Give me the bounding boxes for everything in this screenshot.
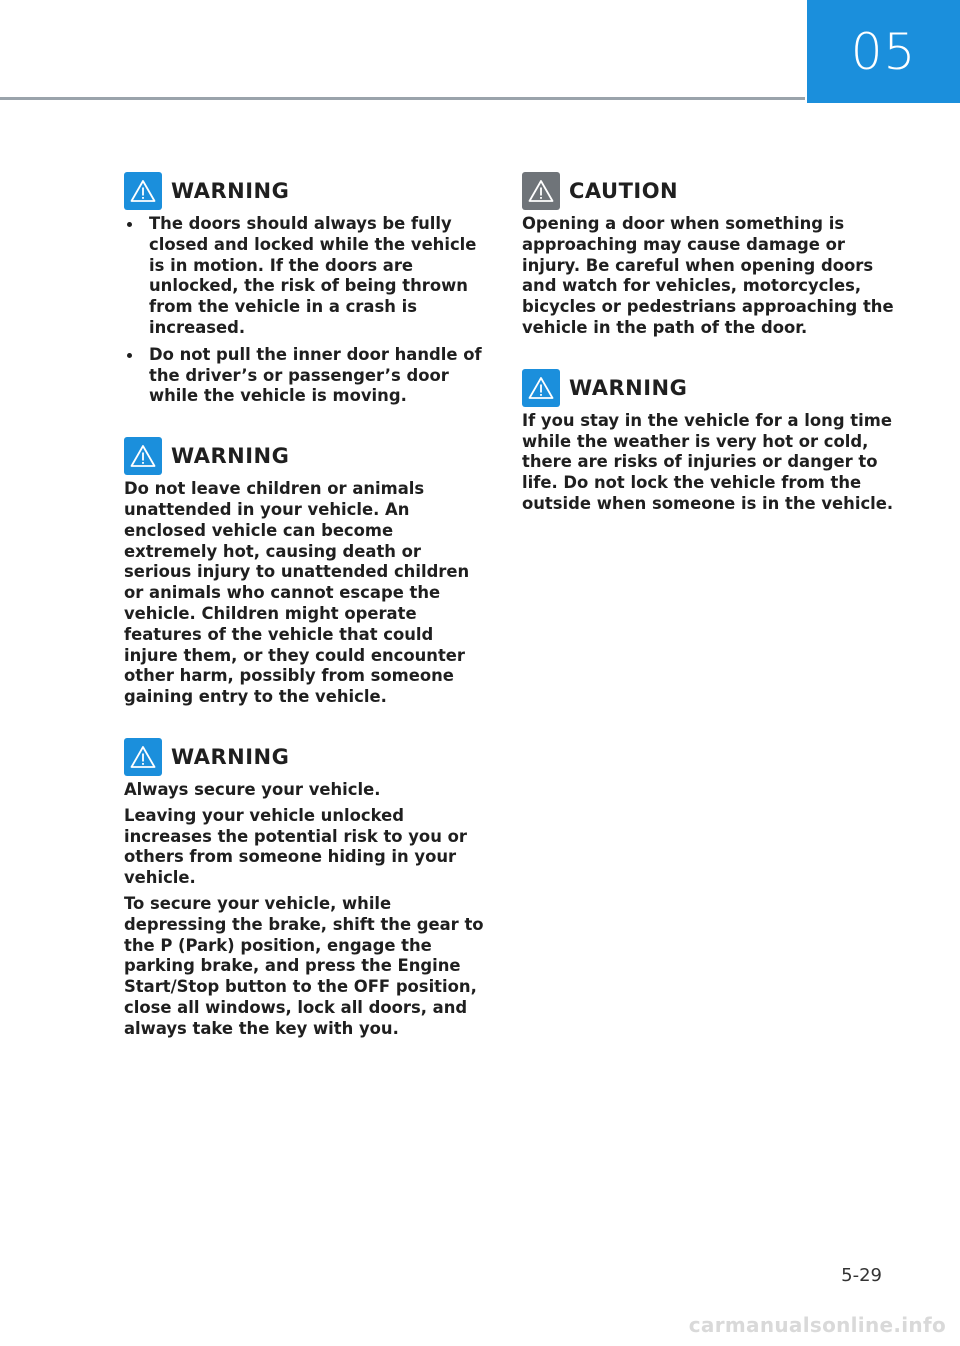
caution-opening-door — [522, 172, 894, 339]
notice-header — [124, 172, 492, 210]
notice-text: Do not leave children or animals unattended in your vehicle. An enclosed vehicle can become extremely hot, causing death or serious injury to unattended children or animals who cannot escape the vehicle. Children might operate features of the vehicle that could injure them, or they could encounter other harm, possibly from someone gaining entry to the vehicle. — [124, 479, 470, 707]
bullet-list — [124, 214, 492, 407]
notice-text: Always secure your vehicle. — [124, 779, 381, 799]
notice-title: CAUTION — [569, 179, 679, 203]
header-rule — [0, 97, 805, 100]
notice-header — [124, 437, 492, 475]
notice-title: WARNING — [171, 444, 290, 469]
chapter-tab[interactable]: 05 — [807, 0, 960, 103]
notice-text: Opening a door when something is approaching may cause damage or injury. Be careful when opening doors and watch for vehicles, motorcycles, bicycles or pedestrians approaching the vehicle in the path of the door. — [522, 214, 894, 337]
warning-triangle-icon — [124, 437, 162, 475]
list-item — [124, 345, 492, 407]
page-number: 5-29 — [841, 1265, 882, 1286]
notice-title: WARNING — [569, 375, 688, 400]
left-column — [124, 172, 492, 1070]
warning-triangle-icon — [124, 738, 162, 776]
list-item — [124, 214, 492, 339]
list-item-text: Do not pull the inner door handle of the driver’s or passenger’s door while the vehicle is moving. — [149, 344, 482, 406]
notice-text: To secure your vehicle, while depressing the brake, shift the gear to the P (Park) position, engage the parking brake, and press the Engine Start/Stop button to the OFF position, close all windows, lock all doors, and always take the key with you. — [124, 893, 484, 1038]
warning-secure-vehicle — [124, 738, 492, 1040]
notice-title: WARNING — [171, 179, 290, 203]
bullet-dot — [127, 353, 132, 358]
list-item-text: The doors should always be fully closed and locked while the vehicle is in motion. If the doors are unlocked, the risk of being thrown from the vehicle in a crash is increased. — [149, 214, 477, 337]
warning-door-closed — [124, 172, 492, 407]
notice-header — [522, 369, 894, 407]
bullet-dot — [127, 222, 132, 227]
notice-title: WARNING — [171, 744, 290, 769]
notice-header — [522, 172, 894, 210]
warning-temperature — [522, 369, 894, 515]
footer-watermark[interactable]: carmanualsonline.info — [688, 1313, 946, 1337]
caution-triangle-icon — [522, 172, 560, 210]
notice-text: If you stay in the vehicle for a long time while the weather is very hot or cold, there are risks of injuries or danger to life. Do not lock the vehicle from the outside when someone is in the vehicle. — [522, 410, 894, 513]
notice-text: Leaving your vehicle unlocked increases the potential risk to you or others from someone hiding in your vehicle. — [124, 805, 467, 888]
warning-triangle-icon — [522, 369, 560, 407]
right-column — [522, 172, 894, 545]
warning-triangle-icon — [124, 172, 162, 210]
notice-header — [124, 738, 492, 776]
warning-children-animals — [124, 437, 492, 708]
